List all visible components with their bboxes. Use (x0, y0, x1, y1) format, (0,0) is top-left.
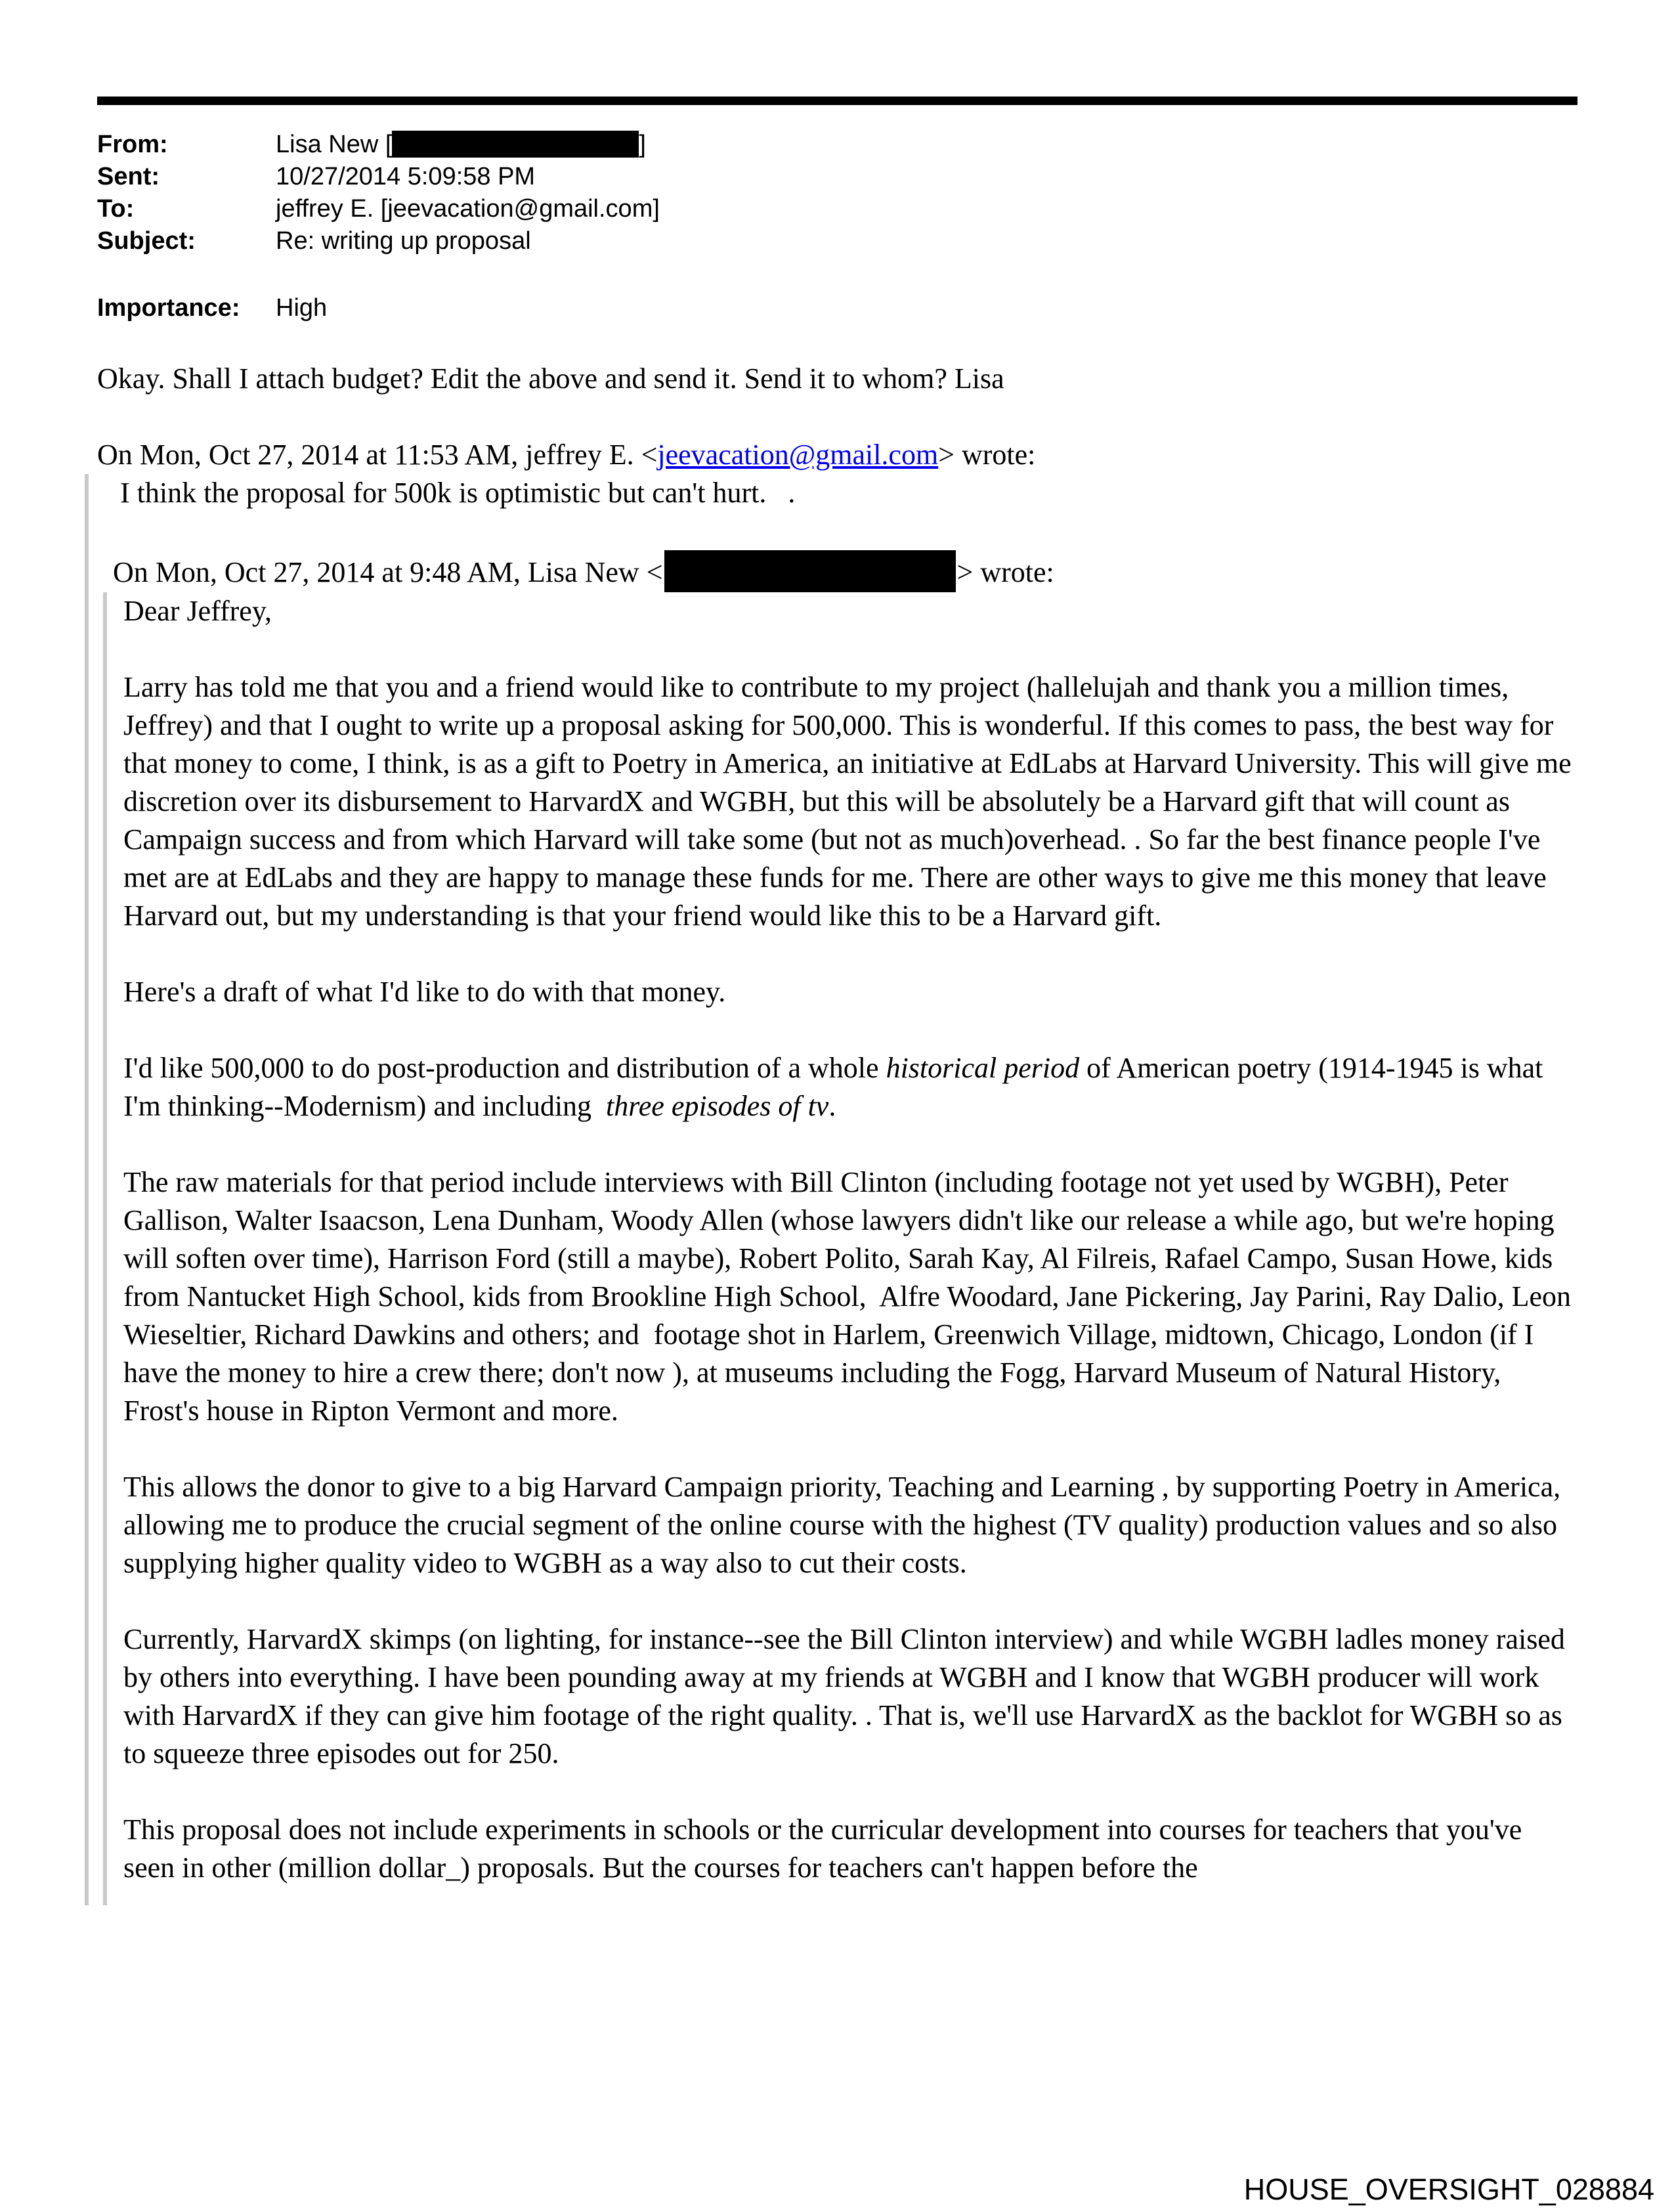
salutation: Dear Jeffrey, (123, 595, 272, 627)
attribution-1-suffix: > wrote: (938, 439, 1036, 471)
idlike-italic-three-episodes: three episodes of tv (606, 1090, 829, 1122)
to-label: To: (97, 195, 135, 223)
attribution-2-suffix: > wrote: (956, 556, 1054, 588)
header-row-sent (97, 161, 1577, 193)
paragraph-proposal: This proposal does not include experiments in schools or the curricular development into courses for teachers that you've seen in other (million dollar_) proposals. But the courses for teachers can't happen before the (123, 1813, 1522, 1884)
redaction-bar (392, 131, 639, 158)
reply-text: Okay. Shall I attach budget? Edit the above and send it. Send it to whom? Lisa (97, 362, 1004, 395)
from-label: From: (97, 131, 168, 158)
idlike-italic-historical-period: historical period (886, 1052, 1080, 1084)
paragraph-larry: Larry has told me that you and a friend would like to contribute to my project (hallelujah and thank you a million times, Jeffrey) and that I ought to write up a proposal asking for 500,000. This is wonderful. If this comes to pass, the best way for that money to come, I think, is as a gift to Poetry in America, an initiative at EdLabs at Harvard University. This will give me discretion over its disbursement to HarvardX and WGBH, but this will be absolutely be a Harvard gift that will count as Campaign success and from which Harvard will take some (but not as much)overhead. . So far the best finance people I've met are at EdLabs and they are happy to manage these funds for me. There are other ways to give me this money that leave Harvard out, but my understanding is that your friend would like this to be a Harvard gift. (123, 671, 1572, 932)
paragraph-idlike (123, 1049, 1577, 1125)
header-row-importance (97, 292, 1577, 324)
header-divider-rule (97, 97, 1577, 105)
redaction-bar (664, 550, 956, 592)
attribution-2-prefix: On Mon, Oct 27, 2014 at 9:48 AM, Lisa New < (113, 556, 663, 588)
header-row-to (97, 193, 1577, 225)
importance-label: Importance: (97, 294, 240, 322)
idlike-part-b: of American poetry (1914-1945 is what I'm thinking--Modernism) and including (123, 1052, 1543, 1122)
subject-value: Re: writing up proposal (276, 227, 531, 255)
email-body (97, 360, 1577, 1905)
attribution-line-1 (97, 436, 1577, 474)
paragraph-draft: Here's a draft of what I'd like to do with that money. (123, 976, 726, 1008)
sent-value: 10/27/2014 5:09:58 PM (276, 163, 536, 190)
idlike-part-a: I'd like 500,000 to do post-production and distribution of a whole (123, 1052, 886, 1084)
header-spacer (97, 257, 1577, 292)
to-value: jeffrey E. [jeevacation@gmail.com] (276, 195, 660, 223)
from-name: Lisa New [ (276, 131, 393, 158)
paragraph-allows: This allows the donor to give to a big Harvard Campaign priority, Teaching and Learning , by supporting Poetry in America, allowing me to produce the crucial segment of the online course with the highest (TV quality) production values and so also supplying higher quality video to WGBH as a way also to cut their costs. (123, 1471, 1561, 1579)
importance-value: High (276, 294, 328, 322)
quote-1-text: I think the proposal for 500k is optimistic but can't hurt. . (113, 477, 796, 509)
email-header (97, 129, 1577, 324)
from-close-bracket: ] (639, 131, 646, 158)
header-row-subject (97, 225, 1577, 257)
quote-level-1 (85, 474, 1577, 1905)
header-row-from (97, 129, 1577, 161)
from-value (276, 129, 1577, 161)
sent-label: Sent: (97, 163, 160, 190)
idlike-part-c: . (828, 1090, 836, 1122)
sender-email-link[interactable]: jeevacation@gmail.com (657, 439, 939, 471)
paragraph-raw-materials: The raw materials for that period include interviews with Bill Clinton (including footage not yet used by WGBH), Peter Gallison, Walter Isaacson, Lena Dunham, Woody Allen (whose lawyers didn't like our release a while ago, but we're hoping will soften over time), Harrison Ford (still a maybe), Robert Polito, Sarah Kay, Al Filreis, Rafael Campo, Susan Howe, kids from Nantucket High School, kids from Brookline High School, Alfre Woodard, Jane Pickering, Jay Parini, Ray Dalio, Leon Wieseltier, Richard Dawkins and others; and footage shot in Harlem, Greenwich Village, midtown, Chicago, London (if I have the money to hire a crew there; don't now ), at museums including the Fogg, Harvard Museum of Natural History, Frost's house in Ripton Vermont and more. (123, 1166, 1572, 1427)
paragraph-currently: Currently, HarvardX skimps (on lighting, for instance--see the Bill Clinton interview) and while WGBH ladles money raised by others into everything. I have been pounding away at my friends at WGBH and I know that WGBH producer will work with HarvardX if they can give him footage of the right quality. . That is, we'll use HarvardX as the backlot for WGBH so as to squeeze three episodes out for 250. (123, 1623, 1565, 1769)
subject-label: Subject: (97, 227, 196, 255)
quote-level-2 (103, 592, 1577, 1905)
attribution-1-prefix: On Mon, Oct 27, 2014 at 11:53 AM, jeffrey E. < (97, 439, 658, 471)
bates-number: HOUSE_OVERSIGHT_028884 (1243, 2173, 1654, 2206)
attribution-line-2 (113, 550, 1577, 592)
